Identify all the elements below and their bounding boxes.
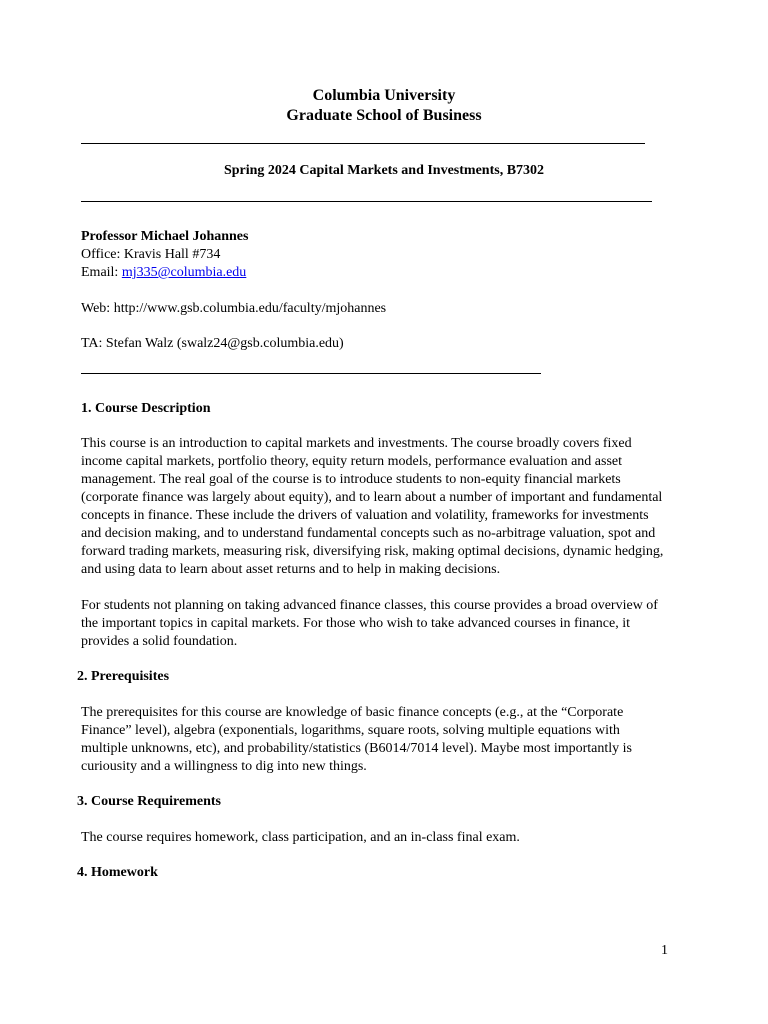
text-line: provides a solid foundation. [81,634,238,649]
contact-divider [81,373,541,374]
course-title: Spring 2024 Capital Markets and Investments, B7302 [223,163,545,178]
course-title-divider [81,201,652,202]
course-description-paragraph-2 [81,597,721,651]
section-heading-homework: 4. Homework [77,865,158,880]
text-line: curiousity and a willingness to dig into new things. [81,759,367,774]
text-line: management. The real goal of the course is to introduce students to non-equity financial markets [81,472,621,487]
section-heading-course-description: 1. Course Description [81,401,211,416]
text-line: Finance” level), algebra (exponentials, logarithms, square roots, solving multiple equations with [81,723,620,738]
text-line: concepts in finance. These include the drivers of valuation and volatility, frameworks for investments [81,508,649,523]
text-line: The prerequisites for this course are knowledge of basic finance concepts (e.g., at the “Corporate [81,705,624,720]
text-line: income capital markets, portfolio theory, equity return models, performance evaluation and asset [81,454,623,469]
web-line: Web: http://www.gsb.columbia.edu/faculty/mjohannes [81,301,387,316]
text-line: and using data to learn about asset returns and to help in making decisions. [81,562,501,577]
course-description-paragraph-1 [81,435,721,579]
header-divider [81,143,645,144]
professor-name: Professor Michael Johannes [81,229,249,244]
requirements-paragraph: The course requires homework, class participation, and an in-class final exam. [81,830,520,845]
email-label: Email: [81,265,122,280]
prerequisites-paragraph [81,704,721,776]
text-line: forward trading markets, measuring risk, diversifying risk, making optimal decisions, dynamic hedging, [81,544,664,559]
text-line: (corporate finance was largely about equity), and to learn about a number of important and fundamental [81,490,663,505]
university-name: Columbia University [312,87,456,104]
text-line: multiple unknowns, etc), and probability/statistics (B6014/7014 level). Maybe most importantly is [81,741,632,756]
ta-line: TA: Stefan Walz (swalz24@gsb.columbia.edu) [81,336,344,351]
text-line: This course is an introduction to capital markets and investments. The course broadly covers fixed [81,436,632,451]
text-line: and decision making, and to understand fundamental concepts such as no-arbitrage valuation, spot and [81,526,656,541]
email-link[interactable]: mj335@columbia.edu [121,265,247,280]
text-line: the important topics in capital markets. For those who wish to take advanced courses in finance, it [81,616,630,631]
office-line: Office: Kravis Hall #734 [81,247,221,262]
school-name: Graduate School of Business [286,107,482,124]
text-line: For students not planning on taking advanced finance classes, this course provides a broad overview of [81,598,658,613]
page-number: 1 [661,943,668,958]
section-heading-prerequisites: 2. Prerequisites [77,669,170,684]
email-line [81,264,246,282]
section-heading-course-requirements: 3. Course Requirements [77,794,222,809]
